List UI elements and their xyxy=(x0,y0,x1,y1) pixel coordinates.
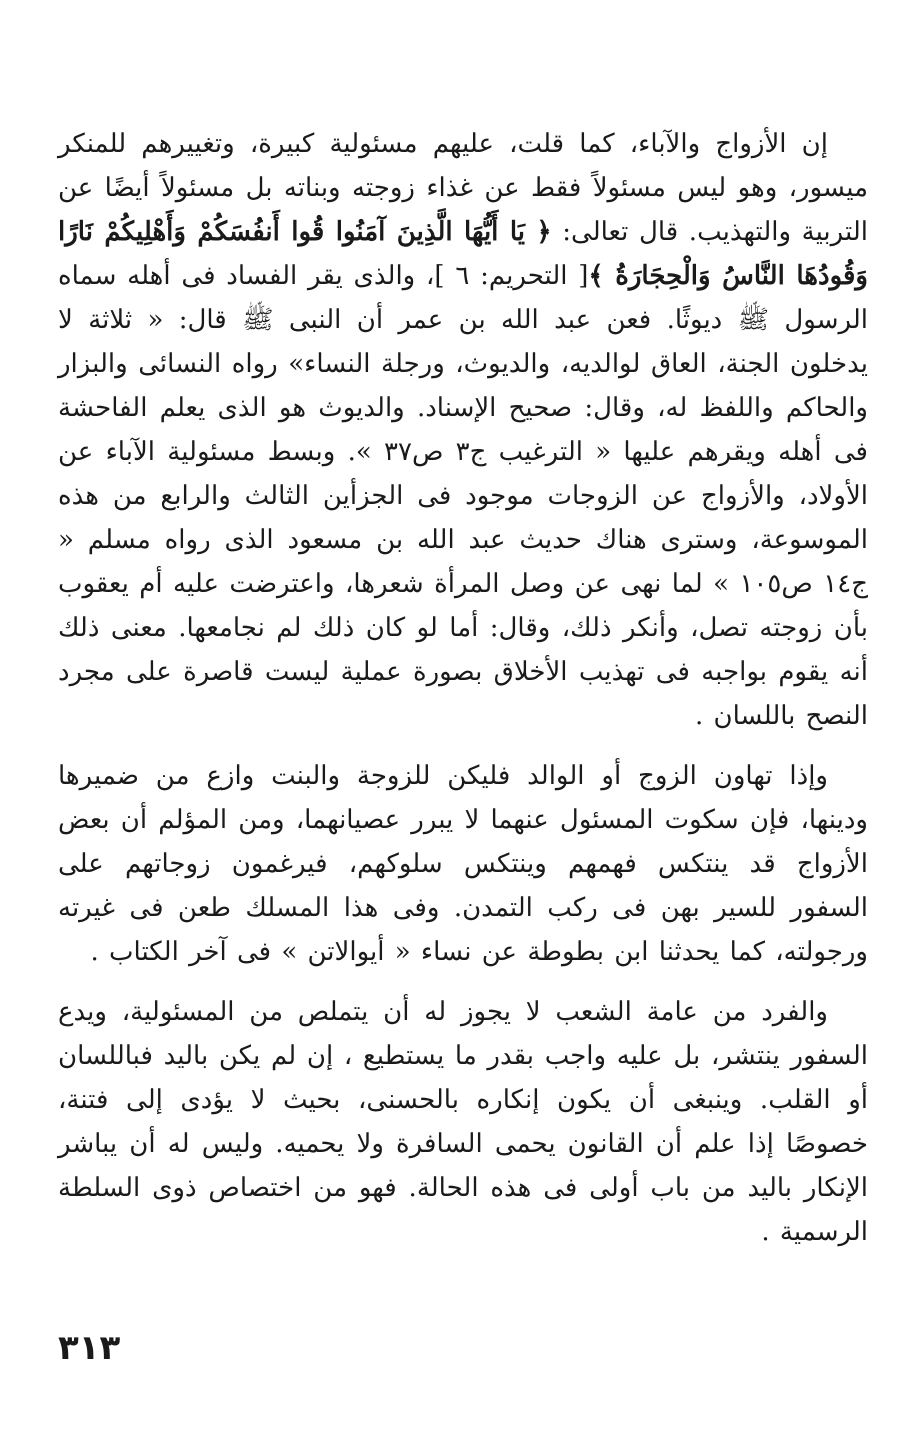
paragraph-2-text: وإذا تهاون الزوج أو الوالد فليكن للزوجة والبنت وازع من ضميرها ودينها، فإن سكوت المسئول عنهما لا يبرر عصيانهما، ومن المؤلم أن بعض الأزواج قد ينتكس فهمهم وينتكس سلوكهم، فيرغمون زوجاتهم على السفور للسير بهن فى ركب التمدن. وفى هذا المسلك طعن فى غيرته ورجولته، كما يحدثنا ابن بطوطة عن نساء « أيوالاتن » فى آخر الكتاب . xyxy=(58,761,868,967)
paragraph-1-continuation: [ التحريم: ٦ ]، والذى يقر الفساد فى أهله سماه الرسول ﷺ ديوثًا. فعن عبد الله بن عمر أن النبى ﷺ قال: « ثلاثة لا يدخلون الجنة، العاق لوالديه، والديوث، ورجلة النساء» رواه النسائى والبزار والحاكم واللفظ له، وقال: صحيح الإسناد. والديوث هو الذى يعلم الفاحشة فى أهله ويقرهم عليها « الترغيب ج٣ ص٣٧ ». وبسط مسئولية الآباء عن الأولاد، والأزواج عن الزوجات موجود فى الجزأين الثالث والرابع من هذه الموسوعة، وسترى هناك حديث عبد الله بن مسعود الذى رواه مسلم « ج١٤ ص١٠٥ » لما نهى عن وصل المرأة شعرها، واعترضت عليه أم يعقوب بأن زوجته تصل، وأنكر ذلك، وقال: أما لو كان ذلك لم نجامعها. معنى ذلك أنه يقوم بواجبه فى تهذيب الأخلاق بصورة عملية ليست قاصرة على مجرد النصح باللسان . xyxy=(58,261,868,731)
paragraph-1 xyxy=(58,122,868,738)
paragraph-3-text: والفرد من عامة الشعب لا يجوز له أن يتملص من المسئولية، ويدع السفور ينتشر، بل عليه واجب بقدر ما يستطيع ، إن لم يكن باليد فباللسان أو القلب. وينبغى أن يكون إنكاره بالحسنى، بحيث لا يؤدى إلى فتنة، خصوصًا إذا علم أن القانون يحمى السافرة ولا يحميه. وليس له أن يباشر الإنكار باليد من باب أولى فى هذه الحالة. فهو من اختصاص ذوى السلطة الرسمية . xyxy=(58,997,868,1247)
body-text xyxy=(58,122,868,1254)
paragraph-1-text: إن الأزواج والآباء، كما قلت، عليهم مسئولية كبيرة، وتغييرهم للمنكر ميسور، وهو ليس مسئولاً فقط عن غذاء زوجته وبناته بل مسئولاً أيضًا عن التربية والتهذيب. قال تعالى: xyxy=(58,129,869,247)
paragraph-2 xyxy=(58,754,868,974)
page-number: ٣١٣ xyxy=(58,1328,121,1368)
quran-verse: ﴿ يَا أَيُّهَا الَّذِينَ آمَنُوا قُوا أَنفُسَكُمْ وَأَهْلِيكُمْ نَارًا وَقُودُهَا النَّاسُ وَالْحِجَارَةُ ﴾ xyxy=(58,217,868,291)
paragraph-3 xyxy=(58,990,868,1254)
